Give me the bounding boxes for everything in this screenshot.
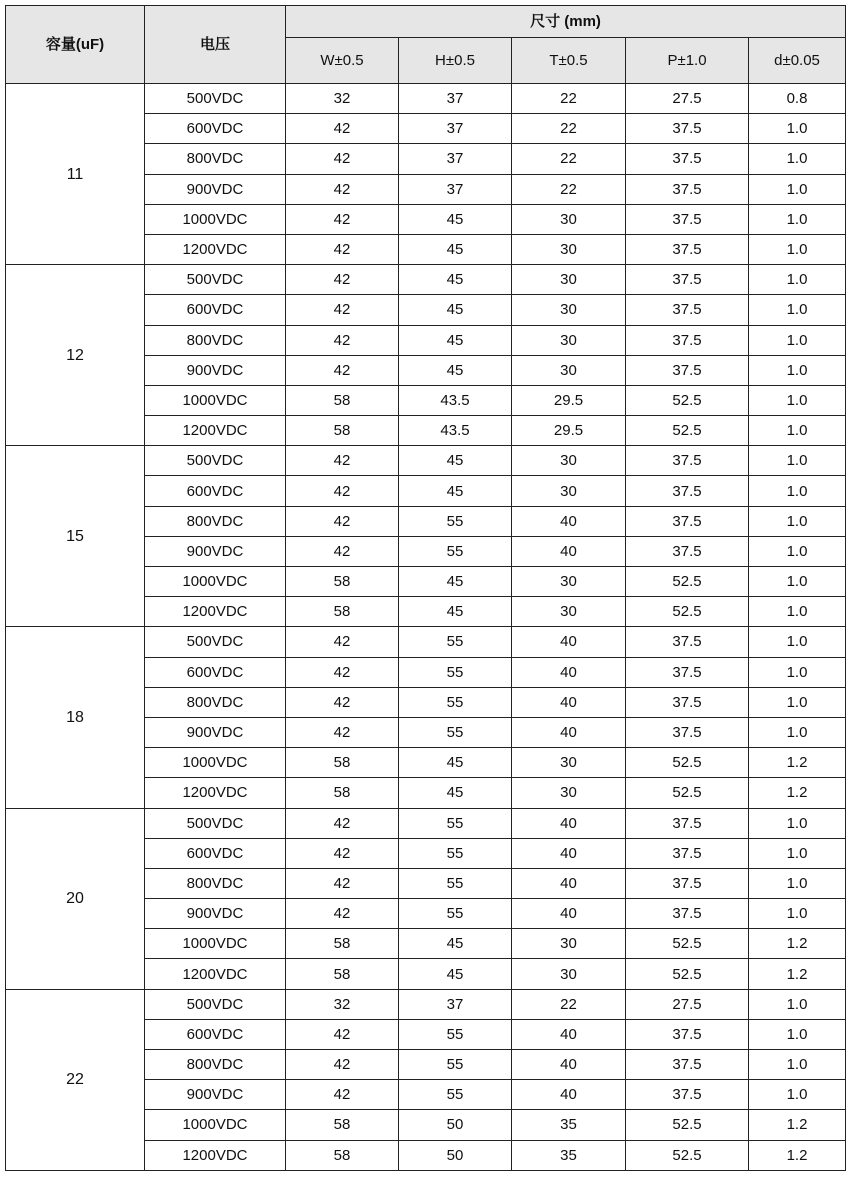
dimension-w-cell: 42 — [286, 295, 399, 325]
dimension-t-cell: 40 — [512, 899, 626, 929]
dimension-d-cell: 1.0 — [749, 325, 846, 355]
dimension-p-cell: 37.5 — [626, 476, 749, 506]
dimension-h-cell: 43.5 — [399, 416, 512, 446]
dimension-d-cell: 1.0 — [749, 536, 846, 566]
capacity-cell: 20 — [6, 808, 145, 989]
dimension-t-cell: 35 — [512, 1140, 626, 1170]
dimension-d-cell: 1.0 — [749, 597, 846, 627]
dimension-h-cell: 55 — [399, 1050, 512, 1080]
dimension-p-cell: 52.5 — [626, 385, 749, 415]
dimension-d-cell: 1.0 — [749, 265, 846, 295]
dimension-t-cell: 40 — [512, 1050, 626, 1080]
dimension-p-cell: 37.5 — [626, 446, 749, 476]
voltage-cell: 900VDC — [145, 899, 286, 929]
dimension-d-cell: 1.0 — [749, 446, 846, 476]
dimension-h-cell: 55 — [399, 687, 512, 717]
dimension-w-cell: 42 — [286, 174, 399, 204]
dimension-t-cell: 30 — [512, 234, 626, 264]
dimension-h-cell: 55 — [399, 838, 512, 868]
voltage-cell: 900VDC — [145, 174, 286, 204]
dimension-t-cell: 40 — [512, 717, 626, 747]
voltage-cell: 1000VDC — [145, 1110, 286, 1140]
capacity-cell: 11 — [6, 84, 145, 265]
dimension-w-cell: 42 — [286, 687, 399, 717]
dimension-w-cell: 58 — [286, 416, 399, 446]
voltage-cell: 900VDC — [145, 717, 286, 747]
voltage-cell: 800VDC — [145, 325, 286, 355]
dimension-h-cell: 55 — [399, 808, 512, 838]
capacity-cell: 15 — [6, 446, 145, 627]
voltage-header: 电压 — [145, 6, 286, 84]
dimension-t-cell: 30 — [512, 325, 626, 355]
voltage-cell: 900VDC — [145, 1080, 286, 1110]
dimension-d-cell: 1.0 — [749, 1080, 846, 1110]
dimension-d-cell: 1.0 — [749, 567, 846, 597]
dimension-w-cell: 42 — [286, 204, 399, 234]
dimension-t-cell: 29.5 — [512, 385, 626, 415]
dimension-d-cell: 1.0 — [749, 687, 846, 717]
dimension-h-cell: 55 — [399, 657, 512, 687]
dimension-d-cell: 0.8 — [749, 84, 846, 114]
dimension-p-cell: 37.5 — [626, 1019, 749, 1049]
dimension-h-cell: 45 — [399, 476, 512, 506]
dimension-d-cell: 1.0 — [749, 838, 846, 868]
dimension-p-cell: 52.5 — [626, 567, 749, 597]
dimension-p-cell: 37.5 — [626, 204, 749, 234]
dimension-h-cell: 37 — [399, 174, 512, 204]
dimension-t-cell: 30 — [512, 748, 626, 778]
voltage-cell: 800VDC — [145, 506, 286, 536]
dimension-d-cell: 1.0 — [749, 1050, 846, 1080]
dimension-d-cell: 1.0 — [749, 416, 846, 446]
voltage-cell: 600VDC — [145, 114, 286, 144]
voltage-cell: 600VDC — [145, 476, 286, 506]
dimension-w-cell: 42 — [286, 265, 399, 295]
voltage-cell: 800VDC — [145, 1050, 286, 1080]
dimension-p-cell: 37.5 — [626, 627, 749, 657]
voltage-cell: 1000VDC — [145, 204, 286, 234]
dimension-p-cell: 52.5 — [626, 1140, 749, 1170]
dimension-h-cell: 55 — [399, 868, 512, 898]
dimension-t-cell: 30 — [512, 476, 626, 506]
dimension-t-cell: 30 — [512, 265, 626, 295]
dimension-p-cell: 37.5 — [626, 899, 749, 929]
dimension-d-cell: 1.0 — [749, 899, 846, 929]
dimension-d-cell: 1.0 — [749, 476, 846, 506]
dimension-d-cell: 1.0 — [749, 989, 846, 1019]
dimension-h-cell: 45 — [399, 234, 512, 264]
voltage-cell: 500VDC — [145, 627, 286, 657]
dimension-h-cell: 37 — [399, 84, 512, 114]
dimension-d-cell: 1.2 — [749, 778, 846, 808]
dimension-w-cell: 58 — [286, 778, 399, 808]
voltage-cell: 500VDC — [145, 446, 286, 476]
dimension-t-cell: 30 — [512, 295, 626, 325]
dimension-p-cell: 37.5 — [626, 174, 749, 204]
voltage-cell: 600VDC — [145, 657, 286, 687]
dimension-p-cell: 37.5 — [626, 144, 749, 174]
dimension-w-cell: 42 — [286, 446, 399, 476]
dimension-p-cell: 37.5 — [626, 838, 749, 868]
dimension-h-cell: 37 — [399, 114, 512, 144]
dimension-h-cell: 45 — [399, 204, 512, 234]
dimension-p-cell: 52.5 — [626, 416, 749, 446]
dimension-h-cell: 45 — [399, 778, 512, 808]
dimension-p-cell: 52.5 — [626, 1110, 749, 1140]
dimension-t-cell: 40 — [512, 657, 626, 687]
voltage-cell: 900VDC — [145, 355, 286, 385]
dimension-w-cell: 32 — [286, 989, 399, 1019]
dimension-h-cell: 45 — [399, 959, 512, 989]
dimension-t-cell: 30 — [512, 204, 626, 234]
table-row — [6, 265, 846, 295]
dimension-t-cell: 30 — [512, 959, 626, 989]
voltage-cell: 500VDC — [145, 808, 286, 838]
dimension-w-cell: 42 — [286, 355, 399, 385]
dimension-h-cell: 45 — [399, 597, 512, 627]
dimension-w-cell: 42 — [286, 1050, 399, 1080]
dimension-p-cell: 37.5 — [626, 355, 749, 385]
voltage-cell: 500VDC — [145, 84, 286, 114]
dimension-d-cell: 1.2 — [749, 1140, 846, 1170]
dimension-p-cell: 37.5 — [626, 234, 749, 264]
dimension-t-cell: 22 — [512, 174, 626, 204]
dimension-p-cell: 37.5 — [626, 506, 749, 536]
dimension-t-cell: 40 — [512, 687, 626, 717]
voltage-cell: 800VDC — [145, 144, 286, 174]
dimension-t-cell: 30 — [512, 597, 626, 627]
dimension-d-cell: 1.2 — [749, 959, 846, 989]
voltage-cell: 600VDC — [145, 1019, 286, 1049]
voltage-cell: 1200VDC — [145, 1140, 286, 1170]
table-body — [6, 84, 846, 1171]
dimension-w-cell: 58 — [286, 748, 399, 778]
capacity-header: 容量(uF) — [6, 6, 145, 84]
dimension-p-cell: 52.5 — [626, 748, 749, 778]
dimension-h-cell: 55 — [399, 506, 512, 536]
dimension-h-cell: 55 — [399, 717, 512, 747]
dimension-d-cell: 1.0 — [749, 355, 846, 385]
voltage-cell: 1000VDC — [145, 567, 286, 597]
header-row-top — [6, 6, 846, 38]
dimension-t-cell: 30 — [512, 778, 626, 808]
dimension-w-cell: 42 — [286, 717, 399, 747]
table-row — [6, 989, 846, 1019]
dimension-t-cell: 30 — [512, 355, 626, 385]
dimension-w-cell: 42 — [286, 476, 399, 506]
voltage-cell: 1200VDC — [145, 234, 286, 264]
dimension-t-cell: 22 — [512, 84, 626, 114]
voltage-cell: 1200VDC — [145, 416, 286, 446]
dimension-d-cell: 1.0 — [749, 717, 846, 747]
dimension-d-cell: 1.0 — [749, 1019, 846, 1049]
voltage-cell: 900VDC — [145, 536, 286, 566]
dimension-t-cell: 40 — [512, 868, 626, 898]
dimension-d-cell: 1.0 — [749, 144, 846, 174]
dimension-w-cell: 42 — [286, 838, 399, 868]
dimension-d-cell: 1.2 — [749, 748, 846, 778]
dimension-p-cell: 37.5 — [626, 1050, 749, 1080]
dimension-h-cell: 45 — [399, 929, 512, 959]
dimension-w-cell: 42 — [286, 536, 399, 566]
dimension-t-cell: 40 — [512, 1080, 626, 1110]
dimension-d-cell: 1.0 — [749, 114, 846, 144]
dimension-d-cell: 1.0 — [749, 657, 846, 687]
dimension-p-cell: 37.5 — [626, 808, 749, 838]
dimension-w-cell: 42 — [286, 808, 399, 838]
dimension-p-cell: 37.5 — [626, 114, 749, 144]
dimension-d-cell: 1.2 — [749, 929, 846, 959]
dimension-w-cell: 42 — [286, 234, 399, 264]
dimension-h-cell: 55 — [399, 899, 512, 929]
dimension-t-cell: 40 — [512, 506, 626, 536]
dimension-t-cell: 29.5 — [512, 416, 626, 446]
dimension-t-cell: 40 — [512, 808, 626, 838]
dimension-w-cell: 42 — [286, 1080, 399, 1110]
voltage-cell: 1200VDC — [145, 597, 286, 627]
dimension-p-cell: 37.5 — [626, 325, 749, 355]
dimension-col-d: d±0.05 — [749, 38, 846, 84]
dimension-d-cell: 1.0 — [749, 234, 846, 264]
dimension-w-cell: 42 — [286, 114, 399, 144]
dimension-h-cell: 45 — [399, 567, 512, 597]
dimension-header: 尺寸 (mm) — [286, 6, 846, 38]
dimension-h-cell: 55 — [399, 1080, 512, 1110]
dimension-p-cell: 37.5 — [626, 536, 749, 566]
dimension-h-cell: 55 — [399, 536, 512, 566]
voltage-cell: 1200VDC — [145, 778, 286, 808]
voltage-cell: 1200VDC — [145, 959, 286, 989]
dimension-h-cell: 45 — [399, 295, 512, 325]
dimension-p-cell: 52.5 — [626, 597, 749, 627]
dimension-t-cell: 40 — [512, 627, 626, 657]
voltage-cell: 800VDC — [145, 868, 286, 898]
dimension-d-cell: 1.0 — [749, 174, 846, 204]
voltage-cell: 1000VDC — [145, 929, 286, 959]
dimension-h-cell: 45 — [399, 325, 512, 355]
dimension-p-cell: 37.5 — [626, 687, 749, 717]
dimension-w-cell: 58 — [286, 597, 399, 627]
dimension-t-cell: 40 — [512, 536, 626, 566]
dimension-p-cell: 27.5 — [626, 84, 749, 114]
capacity-cell: 12 — [6, 265, 145, 446]
dimension-w-cell: 58 — [286, 959, 399, 989]
dimension-p-cell: 37.5 — [626, 868, 749, 898]
dimension-d-cell: 1.0 — [749, 627, 846, 657]
dimension-w-cell: 42 — [286, 627, 399, 657]
voltage-cell: 1000VDC — [145, 385, 286, 415]
voltage-cell: 600VDC — [145, 838, 286, 868]
dimension-d-cell: 1.0 — [749, 385, 846, 415]
dimension-w-cell: 32 — [286, 84, 399, 114]
dimension-d-cell: 1.0 — [749, 506, 846, 536]
dimension-h-cell: 45 — [399, 748, 512, 778]
dimension-col-t: T±0.5 — [512, 38, 626, 84]
dimension-d-cell: 1.0 — [749, 295, 846, 325]
dimension-h-cell: 43.5 — [399, 385, 512, 415]
dimension-d-cell: 1.2 — [749, 1110, 846, 1140]
capacity-cell: 18 — [6, 627, 145, 808]
dimension-t-cell: 22 — [512, 989, 626, 1019]
dimension-t-cell: 22 — [512, 114, 626, 144]
table-row — [6, 808, 846, 838]
dimension-d-cell: 1.0 — [749, 204, 846, 234]
voltage-cell: 600VDC — [145, 295, 286, 325]
dimension-t-cell: 35 — [512, 1110, 626, 1140]
table-header — [6, 6, 846, 84]
dimension-t-cell: 40 — [512, 1019, 626, 1049]
dimension-w-cell: 58 — [286, 1110, 399, 1140]
dimension-w-cell: 42 — [286, 899, 399, 929]
dimension-w-cell: 58 — [286, 385, 399, 415]
spec-table-wrapper — [5, 5, 846, 1171]
dimension-h-cell: 50 — [399, 1110, 512, 1140]
dimension-h-cell: 55 — [399, 1019, 512, 1049]
table-row — [6, 84, 846, 114]
table-row — [6, 446, 846, 476]
dimension-p-cell: 27.5 — [626, 989, 749, 1019]
dimension-w-cell: 42 — [286, 506, 399, 536]
dimension-w-cell: 58 — [286, 567, 399, 597]
dimension-t-cell: 22 — [512, 144, 626, 174]
dimension-w-cell: 58 — [286, 1140, 399, 1170]
dimension-d-cell: 1.0 — [749, 868, 846, 898]
dimension-h-cell: 37 — [399, 144, 512, 174]
dimension-t-cell: 30 — [512, 446, 626, 476]
dimension-h-cell: 45 — [399, 355, 512, 385]
voltage-cell: 1000VDC — [145, 748, 286, 778]
dimension-p-cell: 37.5 — [626, 265, 749, 295]
dimension-h-cell: 45 — [399, 446, 512, 476]
table-row — [6, 627, 846, 657]
capacity-cell: 22 — [6, 989, 145, 1170]
dimension-w-cell: 42 — [286, 657, 399, 687]
dimension-w-cell: 58 — [286, 929, 399, 959]
voltage-cell: 500VDC — [145, 265, 286, 295]
dimension-p-cell: 37.5 — [626, 657, 749, 687]
dimension-col-p: P±1.0 — [626, 38, 749, 84]
dimension-p-cell: 37.5 — [626, 295, 749, 325]
dimension-w-cell: 42 — [286, 144, 399, 174]
dimension-p-cell: 37.5 — [626, 1080, 749, 1110]
dimension-w-cell: 42 — [286, 1019, 399, 1049]
dimension-t-cell: 30 — [512, 567, 626, 597]
dimension-h-cell: 37 — [399, 989, 512, 1019]
dimension-w-cell: 42 — [286, 325, 399, 355]
dimension-t-cell: 30 — [512, 929, 626, 959]
dimension-d-cell: 1.0 — [749, 808, 846, 838]
dimension-h-cell: 45 — [399, 265, 512, 295]
dimension-p-cell: 37.5 — [626, 717, 749, 747]
dimension-p-cell: 52.5 — [626, 959, 749, 989]
dimension-col-h: H±0.5 — [399, 38, 512, 84]
dimension-w-cell: 42 — [286, 868, 399, 898]
capacitor-spec-table — [5, 5, 846, 1171]
dimension-col-w: W±0.5 — [286, 38, 399, 84]
dimension-h-cell: 55 — [399, 627, 512, 657]
voltage-cell: 500VDC — [145, 989, 286, 1019]
dimension-p-cell: 52.5 — [626, 929, 749, 959]
dimension-h-cell: 50 — [399, 1140, 512, 1170]
voltage-cell: 800VDC — [145, 687, 286, 717]
dimension-p-cell: 52.5 — [626, 778, 749, 808]
dimension-t-cell: 40 — [512, 838, 626, 868]
